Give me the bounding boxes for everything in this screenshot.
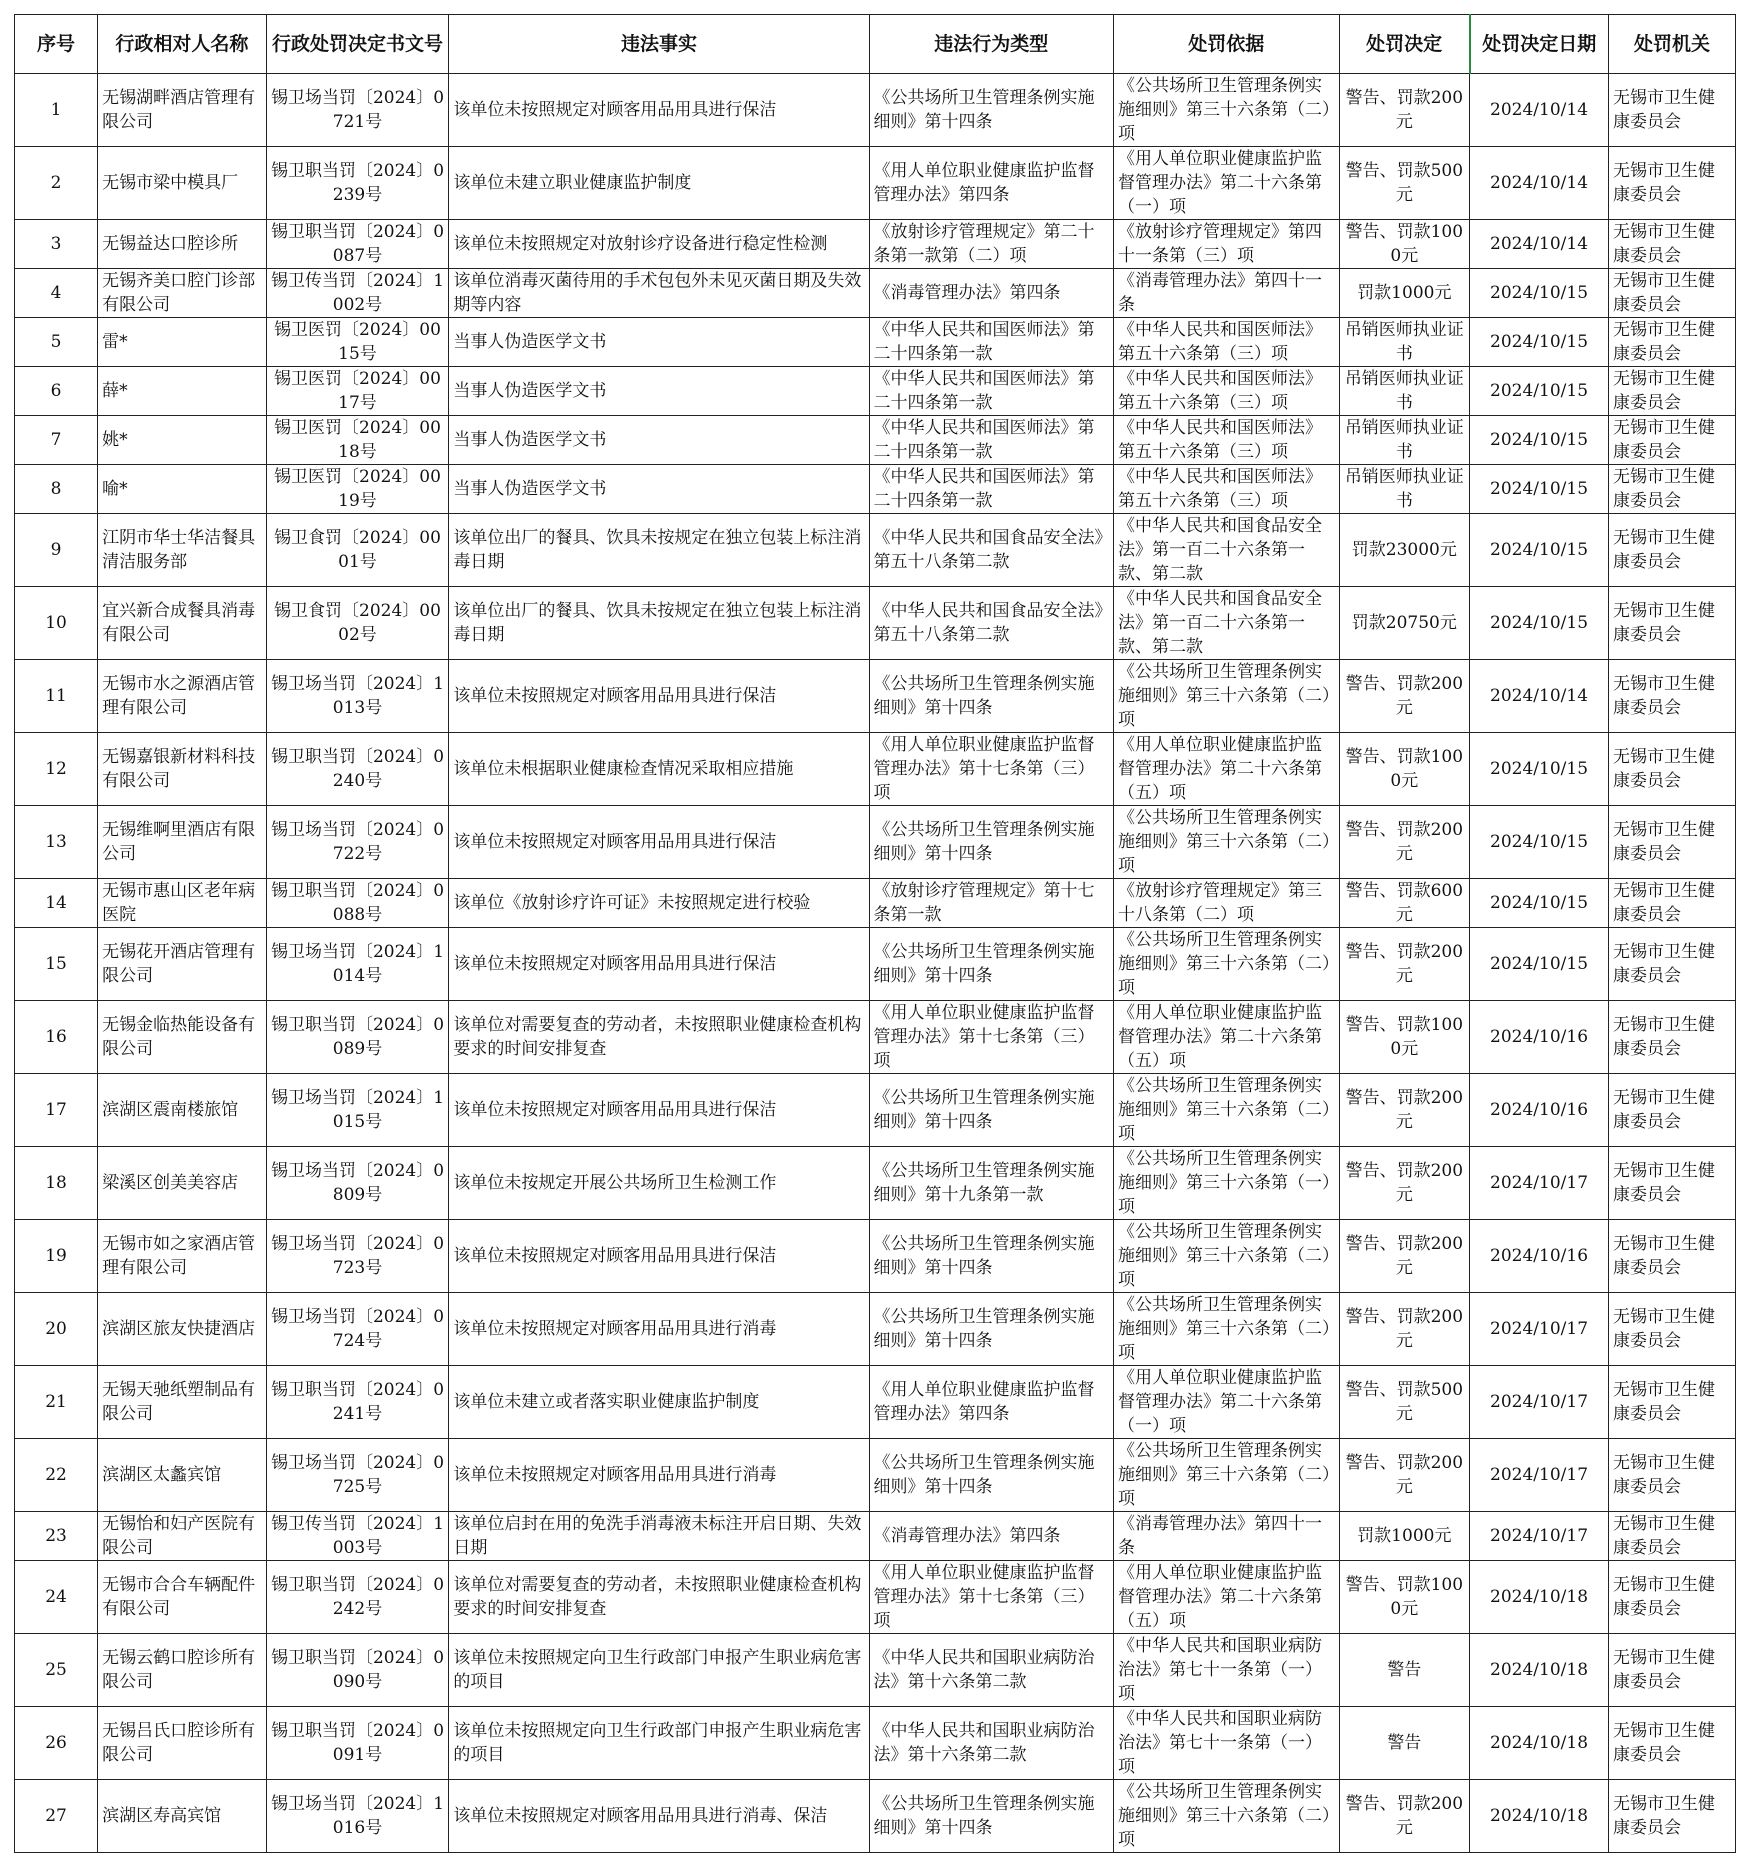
violation-facts: 该单位未建立或者落实职业健康监护制度 (449, 1366, 869, 1439)
violation-type: 《中华人民共和国职业病防治法》第十六条第二款 (869, 1634, 1114, 1707)
penalty-basis: 《消毒管理办法》第四十一条 (1114, 269, 1340, 318)
violation-facts: 该单位未根据职业健康检查情况采取相应措施 (449, 733, 869, 806)
party-name: 无锡市梁中模具厂 (98, 147, 267, 220)
violation-type: 《消毒管理办法》第四条 (869, 269, 1114, 318)
table-row (15, 928, 1736, 1001)
table-row (15, 318, 1736, 367)
violation-type: 《中华人民共和国医师法》第二十四条第一款 (869, 367, 1114, 416)
penalty-basis: 《中华人民共和国食品安全法》第一百二十六条第一款、第二款 (1114, 514, 1340, 587)
penalty-decision: 警告、罚款1000元 (1339, 1561, 1470, 1634)
violation-type: 《公共场所卫生管理条例实施细则》第十四条 (869, 928, 1114, 1001)
decision-date: 2024/10/15 (1470, 879, 1609, 928)
row-index: 16 (15, 1001, 98, 1074)
authority: 无锡市卫生健康委员会 (1608, 514, 1735, 587)
violation-type: 《中华人民共和国医师法》第二十四条第一款 (869, 465, 1114, 514)
decision-number: 锡卫职当罚〔2024〕0242号 (266, 1561, 449, 1634)
decision-number: 锡卫食罚〔2024〕0001号 (266, 514, 449, 587)
decision-date: 2024/10/18 (1470, 1634, 1609, 1707)
table-row (15, 1001, 1736, 1074)
table-row (15, 1147, 1736, 1220)
table-row (15, 1074, 1736, 1147)
penalty-decision: 警告 (1339, 1634, 1470, 1707)
authority: 无锡市卫生健康委员会 (1608, 806, 1735, 879)
violation-type: 《用人单位职业健康监护监督管理办法》第十七条第（三）项 (869, 733, 1114, 806)
table-row (15, 587, 1736, 660)
decision-date: 2024/10/16 (1470, 1001, 1609, 1074)
violation-type: 《公共场所卫生管理条例实施细则》第十四条 (869, 806, 1114, 879)
decision-date: 2024/10/14 (1470, 147, 1609, 220)
party-name: 无锡维啊里酒店有限公司 (98, 806, 267, 879)
violation-type: 《用人单位职业健康监护监督管理办法》第十七条第（三）项 (869, 1561, 1114, 1634)
decision-date: 2024/10/14 (1470, 74, 1609, 147)
party-name: 喻* (98, 465, 267, 514)
header-party-name: 行政相对人名称 (98, 15, 267, 74)
header-penalty-basis: 处罚依据 (1114, 15, 1340, 74)
violation-type: 《中华人民共和国医师法》第二十四条第一款 (869, 318, 1114, 367)
penalty-basis: 《用人单位职业健康监护监督管理办法》第二十六条第（五）项 (1114, 1001, 1340, 1074)
violation-facts: 该单位对需要复查的劳动者，未按照职业健康检查机构要求的时间安排复查 (449, 1561, 869, 1634)
penalty-basis: 《中华人民共和国食品安全法》第一百二十六条第一款、第二款 (1114, 587, 1340, 660)
violation-type: 《用人单位职业健康监护监督管理办法》第十七条第（三）项 (869, 1001, 1114, 1074)
row-index: 23 (15, 1512, 98, 1561)
penalty-decision: 警告、罚款600元 (1339, 879, 1470, 928)
authority: 无锡市卫生健康委员会 (1608, 147, 1735, 220)
violation-type: 《放射诊疗管理规定》第十七条第一款 (869, 879, 1114, 928)
decision-number: 锡卫场当罚〔2024〕0722号 (266, 806, 449, 879)
party-name: 无锡湖畔酒店管理有限公司 (98, 74, 267, 147)
violation-facts: 该单位未按照规定对顾客用品用具进行保洁 (449, 660, 869, 733)
party-name: 滨湖区太蠡宾馆 (98, 1439, 267, 1512)
authority: 无锡市卫生健康委员会 (1608, 416, 1735, 465)
penalty-basis: 《公共场所卫生管理条例实施细则》第三十六条第（二）项 (1114, 806, 1340, 879)
table-row (15, 733, 1736, 806)
violation-facts: 该单位未按照规定对顾客用品用具进行保洁 (449, 806, 869, 879)
row-index: 1 (15, 74, 98, 147)
authority: 无锡市卫生健康委员会 (1608, 1707, 1735, 1780)
penalty-basis: 《用人单位职业健康监护监督管理办法》第二十六条第（五）项 (1114, 733, 1340, 806)
party-name: 宜兴新合成餐具消毒有限公司 (98, 587, 267, 660)
authority: 无锡市卫生健康委员会 (1608, 1366, 1735, 1439)
table-row (15, 1512, 1736, 1561)
penalty-decision: 警告、罚款200元 (1339, 74, 1470, 147)
penalty-basis: 《用人单位职业健康监护监督管理办法》第二十六条第（五）项 (1114, 1561, 1340, 1634)
row-index: 21 (15, 1366, 98, 1439)
row-index: 2 (15, 147, 98, 220)
decision-number: 锡卫医罚〔2024〕0019号 (266, 465, 449, 514)
row-index: 20 (15, 1293, 98, 1366)
party-name: 雷* (98, 318, 267, 367)
header-decision-number: 行政处罚决定书文号 (266, 15, 449, 74)
authority: 无锡市卫生健康委员会 (1608, 74, 1735, 147)
penalty-basis: 《公共场所卫生管理条例实施细则》第三十六条第（二）项 (1114, 1439, 1340, 1512)
table-row (15, 1220, 1736, 1293)
decision-number: 锡卫场当罚〔2024〕0724号 (266, 1293, 449, 1366)
table-row (15, 660, 1736, 733)
table-row (15, 514, 1736, 587)
party-name: 滨湖区旅友快捷酒店 (98, 1293, 267, 1366)
decision-date: 2024/10/15 (1470, 514, 1609, 587)
table-row (15, 465, 1736, 514)
decision-date: 2024/10/15 (1470, 928, 1609, 1001)
violation-type: 《公共场所卫生管理条例实施细则》第十四条 (869, 1439, 1114, 1512)
authority: 无锡市卫生健康委员会 (1608, 1074, 1735, 1147)
party-name: 无锡怡和妇产医院有限公司 (98, 1512, 267, 1561)
decision-date: 2024/10/16 (1470, 1220, 1609, 1293)
header-violation-facts: 违法事实 (449, 15, 869, 74)
violation-facts: 该单位未按照规定对顾客用品用具进行保洁 (449, 1074, 869, 1147)
violation-type: 《中华人民共和国食品安全法》第五十八条第二款 (869, 587, 1114, 660)
decision-date: 2024/10/15 (1470, 806, 1609, 879)
authority: 无锡市卫生健康委员会 (1608, 1147, 1735, 1220)
decision-date: 2024/10/17 (1470, 1512, 1609, 1561)
header-penalty-decision: 处罚决定 (1339, 15, 1470, 74)
penalty-decision: 罚款23000元 (1339, 514, 1470, 587)
penalty-decision: 警告、罚款1000元 (1339, 1001, 1470, 1074)
table-row (15, 220, 1736, 269)
decision-number: 锡卫职当罚〔2024〕0090号 (266, 1634, 449, 1707)
decision-number: 锡卫职当罚〔2024〕0089号 (266, 1001, 449, 1074)
penalty-basis: 《公共场所卫生管理条例实施细则》第三十六条第（二）项 (1114, 928, 1340, 1001)
row-index: 12 (15, 733, 98, 806)
table-body (15, 74, 1736, 1853)
penalty-basis: 《公共场所卫生管理条例实施细则》第三十六条第（二）项 (1114, 1220, 1340, 1293)
header-index: 序号 (15, 15, 98, 74)
decision-date: 2024/10/17 (1470, 1293, 1609, 1366)
penalty-basis: 《放射诊疗管理规定》第四十一条第（三）项 (1114, 220, 1340, 269)
violation-facts: 该单位未建立职业健康监护制度 (449, 147, 869, 220)
violation-facts: 当事人伪造医学文书 (449, 465, 869, 514)
penalty-decision: 吊销医师执业证书 (1339, 416, 1470, 465)
authority: 无锡市卫生健康委员会 (1608, 220, 1735, 269)
decision-date: 2024/10/15 (1470, 269, 1609, 318)
penalty-decision: 警告、罚款200元 (1339, 1074, 1470, 1147)
party-name: 无锡嘉银新材料科技有限公司 (98, 733, 267, 806)
party-name: 滨湖区震南楼旅馆 (98, 1074, 267, 1147)
penalty-decision: 警告、罚款200元 (1339, 1147, 1470, 1220)
row-index: 14 (15, 879, 98, 928)
row-index: 11 (15, 660, 98, 733)
party-name: 无锡花开酒店管理有限公司 (98, 928, 267, 1001)
penalty-decision: 罚款1000元 (1339, 1512, 1470, 1561)
authority: 无锡市卫生健康委员会 (1608, 660, 1735, 733)
penalty-decision: 警告、罚款500元 (1339, 1366, 1470, 1439)
violation-facts: 该单位未按照规定对顾客用品用具进行保洁 (449, 74, 869, 147)
authority: 无锡市卫生健康委员会 (1608, 1634, 1735, 1707)
party-name: 无锡吕氏口腔诊所有限公司 (98, 1707, 267, 1780)
authority: 无锡市卫生健康委员会 (1608, 1293, 1735, 1366)
penalty-basis: 《中华人民共和国职业病防治法》第七十一条第（一）项 (1114, 1634, 1340, 1707)
party-name: 无锡齐美口腔门诊部有限公司 (98, 269, 267, 318)
decision-date: 2024/10/16 (1470, 1074, 1609, 1147)
violation-type: 《公共场所卫生管理条例实施细则》第十四条 (869, 1293, 1114, 1366)
penalty-basis: 《中华人民共和国医师法》第五十六条第（三）项 (1114, 465, 1340, 514)
table-row (15, 1366, 1736, 1439)
authority: 无锡市卫生健康委员会 (1608, 367, 1735, 416)
violation-type: 《公共场所卫生管理条例实施细则》第十四条 (869, 1780, 1114, 1853)
decision-number: 锡卫场当罚〔2024〕1015号 (266, 1074, 449, 1147)
table-row (15, 1561, 1736, 1634)
violation-facts: 当事人伪造医学文书 (449, 318, 869, 367)
table-row (15, 1439, 1736, 1512)
table-row (15, 1634, 1736, 1707)
penalty-decision: 吊销医师执业证书 (1339, 465, 1470, 514)
row-index: 19 (15, 1220, 98, 1293)
row-index: 24 (15, 1561, 98, 1634)
row-index: 13 (15, 806, 98, 879)
penalty-decision: 警告、罚款200元 (1339, 928, 1470, 1001)
authority: 无锡市卫生健康委员会 (1608, 1220, 1735, 1293)
decision-number: 锡卫职当罚〔2024〕0241号 (266, 1366, 449, 1439)
decision-date: 2024/10/15 (1470, 587, 1609, 660)
decision-number: 锡卫场当罚〔2024〕0721号 (266, 74, 449, 147)
violation-type: 《中华人民共和国食品安全法》第五十八条第二款 (869, 514, 1114, 587)
decision-number: 锡卫职当罚〔2024〕0240号 (266, 733, 449, 806)
penalty-basis: 《公共场所卫生管理条例实施细则》第三十六条第（一）项 (1114, 1147, 1340, 1220)
violation-facts: 该单位对需要复查的劳动者，未按照职业健康检查机构要求的时间安排复查 (449, 1001, 869, 1074)
party-name: 姚* (98, 416, 267, 465)
penalty-basis: 《放射诊疗管理规定》第三十八条第（二）项 (1114, 879, 1340, 928)
decision-date: 2024/10/18 (1470, 1561, 1609, 1634)
decision-number: 锡卫场当罚〔2024〕1013号 (266, 660, 449, 733)
violation-facts: 该单位未按照规定向卫生行政部门申报产生职业病危害的项目 (449, 1707, 869, 1780)
decision-date: 2024/10/17 (1470, 1366, 1609, 1439)
row-index: 27 (15, 1780, 98, 1853)
table-row (15, 1780, 1736, 1853)
penalty-basis: 《中华人民共和国医师法》第五十六条第（三）项 (1114, 318, 1340, 367)
penalty-decision: 警告、罚款1000元 (1339, 220, 1470, 269)
row-index: 9 (15, 514, 98, 587)
decision-date: 2024/10/15 (1470, 367, 1609, 416)
row-index: 7 (15, 416, 98, 465)
row-index: 26 (15, 1707, 98, 1780)
penalty-decision: 警告、罚款200元 (1339, 1293, 1470, 1366)
penalty-decision: 警告、罚款200元 (1339, 660, 1470, 733)
violation-facts: 该单位消毒灭菌待用的手术包包外未见灭菌日期及失效期等内容 (449, 269, 869, 318)
decision-number: 锡卫职当罚〔2024〕0091号 (266, 1707, 449, 1780)
authority: 无锡市卫生健康委员会 (1608, 318, 1735, 367)
violation-facts: 该单位未按照规定对放射诊疗设备进行稳定性检测 (449, 220, 869, 269)
decision-date: 2024/10/18 (1470, 1707, 1609, 1780)
decision-number: 锡卫职当罚〔2024〕0239号 (266, 147, 449, 220)
header-violation-type: 违法行为类型 (869, 15, 1114, 74)
violation-facts: 该单位启封在用的免洗手消毒液未标注开启日期、失效日期 (449, 1512, 869, 1561)
penalty-basis: 《公共场所卫生管理条例实施细则》第三十六条第（二）项 (1114, 1293, 1340, 1366)
decision-number: 锡卫医罚〔2024〕0017号 (266, 367, 449, 416)
violation-facts: 该单位未按照规定对顾客用品用具进行保洁 (449, 928, 869, 1001)
decision-date: 2024/10/17 (1470, 1147, 1609, 1220)
penalty-basis: 《公共场所卫生管理条例实施细则》第三十六条第（二）项 (1114, 74, 1340, 147)
table-row (15, 806, 1736, 879)
header-authority: 处罚机关 (1608, 15, 1735, 74)
violation-type: 《放射诊疗管理规定》第二十条第一款第（二）项 (869, 220, 1114, 269)
decision-number: 锡卫场当罚〔2024〕0809号 (266, 1147, 449, 1220)
party-name: 江阴市华士华洁餐具清洁服务部 (98, 514, 267, 587)
decision-number: 锡卫职当罚〔2024〕0088号 (266, 879, 449, 928)
penalty-decision: 警告、罚款200元 (1339, 1780, 1470, 1853)
violation-type: 《用人单位职业健康监护监督管理办法》第四条 (869, 1366, 1114, 1439)
penalty-basis: 《公共场所卫生管理条例实施细则》第三十六条第（二）项 (1114, 1074, 1340, 1147)
table-row (15, 416, 1736, 465)
decision-number: 锡卫场当罚〔2024〕1014号 (266, 928, 449, 1001)
table-row (15, 147, 1736, 220)
party-name: 无锡金临热能设备有限公司 (98, 1001, 267, 1074)
decision-number: 锡卫职当罚〔2024〕0087号 (266, 220, 449, 269)
party-name: 无锡天驰纸塑制品有限公司 (98, 1366, 267, 1439)
violation-type: 《公共场所卫生管理条例实施细则》第十四条 (869, 74, 1114, 147)
authority: 无锡市卫生健康委员会 (1608, 928, 1735, 1001)
row-index: 17 (15, 1074, 98, 1147)
violation-facts: 该单位未按照规定对顾客用品用具进行保洁 (449, 1220, 869, 1293)
penalty-basis: 《中华人民共和国职业病防治法》第七十一条第（一）项 (1114, 1707, 1340, 1780)
decision-date: 2024/10/15 (1470, 465, 1609, 514)
violation-facts: 该单位未按照规定对顾客用品用具进行消毒、保洁 (449, 1780, 869, 1853)
penalty-decision: 警告 (1339, 1707, 1470, 1780)
row-index: 3 (15, 220, 98, 269)
authority: 无锡市卫生健康委员会 (1608, 1512, 1735, 1561)
authority: 无锡市卫生健康委员会 (1608, 269, 1735, 318)
table-row (15, 367, 1736, 416)
row-index: 15 (15, 928, 98, 1001)
authority: 无锡市卫生健康委员会 (1608, 1439, 1735, 1512)
party-name: 梁溪区创美美容店 (98, 1147, 267, 1220)
row-index: 10 (15, 587, 98, 660)
party-name: 无锡益达口腔诊所 (98, 220, 267, 269)
party-name: 无锡云鹤口腔诊所有限公司 (98, 1634, 267, 1707)
penalty-basis: 《用人单位职业健康监护监督管理办法》第二十六条第（一）项 (1114, 147, 1340, 220)
row-index: 4 (15, 269, 98, 318)
decision-date: 2024/10/15 (1470, 416, 1609, 465)
authority: 无锡市卫生健康委员会 (1608, 1780, 1735, 1853)
penalty-decision: 罚款1000元 (1339, 269, 1470, 318)
row-index: 6 (15, 367, 98, 416)
violation-facts: 该单位未按照规定向卫生行政部门申报产生职业病危害的项目 (449, 1634, 869, 1707)
penalty-table (14, 14, 1736, 1853)
table-row (15, 74, 1736, 147)
decision-number: 锡卫医罚〔2024〕0015号 (266, 318, 449, 367)
decision-date: 2024/10/14 (1470, 220, 1609, 269)
violation-facts: 当事人伪造医学文书 (449, 416, 869, 465)
penalty-decision: 警告、罚款1000元 (1339, 733, 1470, 806)
row-index: 8 (15, 465, 98, 514)
penalty-decision: 吊销医师执业证书 (1339, 318, 1470, 367)
authority: 无锡市卫生健康委员会 (1608, 465, 1735, 514)
violation-type: 《中华人民共和国医师法》第二十四条第一款 (869, 416, 1114, 465)
table-row (15, 879, 1736, 928)
penalty-decision: 警告、罚款500元 (1339, 147, 1470, 220)
violation-type: 《用人单位职业健康监护监督管理办法》第四条 (869, 147, 1114, 220)
decision-date: 2024/10/18 (1470, 1780, 1609, 1853)
penalty-decision: 警告、罚款200元 (1339, 806, 1470, 879)
decision-date: 2024/10/14 (1470, 660, 1609, 733)
decision-number: 锡卫食罚〔2024〕0002号 (266, 587, 449, 660)
penalty-basis: 《公共场所卫生管理条例实施细则》第三十六条第（二）项 (1114, 1780, 1340, 1853)
authority: 无锡市卫生健康委员会 (1608, 733, 1735, 806)
violation-type: 《消毒管理办法》第四条 (869, 1512, 1114, 1561)
penalty-basis: 《中华人民共和国医师法》第五十六条第（三）项 (1114, 367, 1340, 416)
decision-number: 锡卫传当罚〔2024〕1002号 (266, 269, 449, 318)
authority: 无锡市卫生健康委员会 (1608, 587, 1735, 660)
violation-facts: 该单位《放射诊疗许可证》未按照规定进行校验 (449, 879, 869, 928)
violation-type: 《公共场所卫生管理条例实施细则》第十四条 (869, 1074, 1114, 1147)
party-name: 无锡市合合车辆配件有限公司 (98, 1561, 267, 1634)
violation-type: 《公共场所卫生管理条例实施细则》第十九条第一款 (869, 1147, 1114, 1220)
violation-type: 《中华人民共和国职业病防治法》第十六条第二款 (869, 1707, 1114, 1780)
penalty-basis: 《中华人民共和国医师法》第五十六条第（三）项 (1114, 416, 1340, 465)
decision-number: 锡卫场当罚〔2024〕0723号 (266, 1220, 449, 1293)
penalty-basis: 《公共场所卫生管理条例实施细则》第三十六条第（二）项 (1114, 660, 1340, 733)
party-name: 无锡市惠山区老年病医院 (98, 879, 267, 928)
violation-facts: 当事人伪造医学文书 (449, 367, 869, 416)
decision-number: 锡卫医罚〔2024〕0018号 (266, 416, 449, 465)
penalty-decision: 警告、罚款200元 (1339, 1220, 1470, 1293)
decision-number: 锡卫传当罚〔2024〕1003号 (266, 1512, 449, 1561)
party-name: 薛* (98, 367, 267, 416)
penalty-basis: 《用人单位职业健康监护监督管理办法》第二十六条第（一）项 (1114, 1366, 1340, 1439)
row-index: 25 (15, 1634, 98, 1707)
party-name: 滨湖区寿高宾馆 (98, 1780, 267, 1853)
penalty-decision: 罚款20750元 (1339, 587, 1470, 660)
violation-facts: 该单位出厂的餐具、饮具未按规定在独立包装上标注消毒日期 (449, 514, 869, 587)
decision-number: 锡卫场当罚〔2024〕1016号 (266, 1780, 449, 1853)
table-row (15, 1293, 1736, 1366)
violation-facts: 该单位未按照规定对顾客用品用具进行消毒 (449, 1293, 869, 1366)
violation-facts: 该单位未按照规定对顾客用品用具进行消毒 (449, 1439, 869, 1512)
violation-facts: 该单位出厂的餐具、饮具未按规定在独立包装上标注消毒日期 (449, 587, 869, 660)
header-decision-date: 处罚决定日期 (1470, 15, 1609, 74)
violation-facts: 该单位未按规定开展公共场所卫生检测工作 (449, 1147, 869, 1220)
violation-type: 《公共场所卫生管理条例实施细则》第十四条 (869, 1220, 1114, 1293)
authority: 无锡市卫生健康委员会 (1608, 1001, 1735, 1074)
authority: 无锡市卫生健康委员会 (1608, 879, 1735, 928)
penalty-decision: 警告、罚款200元 (1339, 1439, 1470, 1512)
decision-date: 2024/10/15 (1470, 733, 1609, 806)
penalty-basis: 《消毒管理办法》第四十一条 (1114, 1512, 1340, 1561)
authority: 无锡市卫生健康委员会 (1608, 1561, 1735, 1634)
row-index: 18 (15, 1147, 98, 1220)
row-index: 5 (15, 318, 98, 367)
decision-date: 2024/10/15 (1470, 318, 1609, 367)
header-row (15, 15, 1736, 74)
penalty-decision: 吊销医师执业证书 (1339, 367, 1470, 416)
table-row (15, 1707, 1736, 1780)
table-row (15, 269, 1736, 318)
row-index: 22 (15, 1439, 98, 1512)
party-name: 无锡市水之源酒店管理有限公司 (98, 660, 267, 733)
decision-number: 锡卫场当罚〔2024〕0725号 (266, 1439, 449, 1512)
violation-type: 《公共场所卫生管理条例实施细则》第十四条 (869, 660, 1114, 733)
decision-date: 2024/10/17 (1470, 1439, 1609, 1512)
party-name: 无锡市如之家酒店管理有限公司 (98, 1220, 267, 1293)
